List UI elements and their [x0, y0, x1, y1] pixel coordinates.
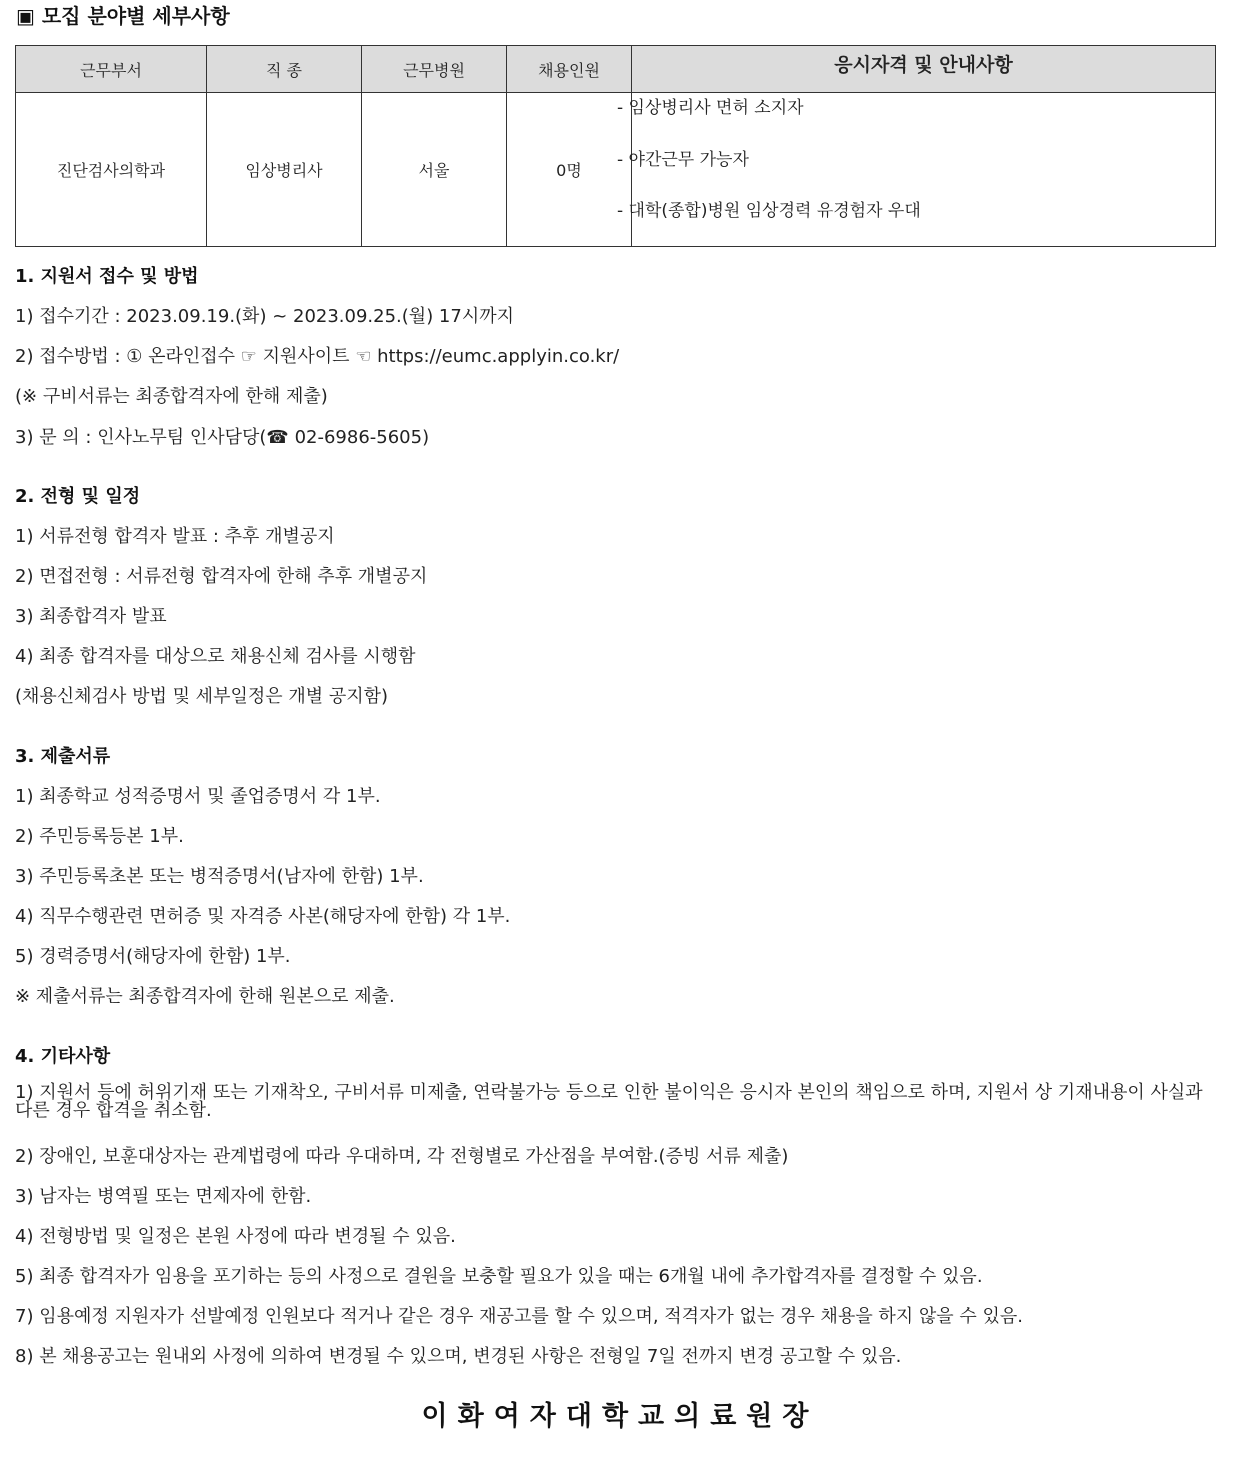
table-row — [16, 93, 1216, 247]
cell-dept: 진단검사의학과 — [16, 93, 207, 247]
list-item: 5) 경력증명서(해당자에 한함) 1부. — [15, 946, 291, 967]
list-item: 5) 최종 합격자가 임용을 포기하는 등의 사정으로 결원을 보충할 필요가 있을 때는 6개월 내에 추가합격자를 결정할 수 있음. — [15, 1266, 983, 1287]
list-item: 1) 접수기간 : 2023.09.19.(화) ~ 2023.09.25.(월) 17시까지 — [15, 306, 515, 327]
issuer-signature: 이화여자대학교의료원장 — [421, 1401, 819, 1432]
header-job: 직 종 — [207, 46, 362, 93]
section-title-application: 1. 지원서 접수 및 방법 — [15, 266, 199, 287]
section-heading: ▣ 모집 분야별 세부사항 — [16, 4, 230, 28]
table-header-row — [16, 46, 1216, 93]
list-item: (※ 구비서류는 최종합격자에 한해 제출) — [15, 386, 328, 407]
list-item: 1) 최종학교 성적증명서 및 졸업증명서 각 1부. — [15, 786, 381, 807]
list-item: 1) 지원서 등에 허위기재 또는 기재착오, 구비서류 미제출, 연락불가능 등으로 인한 불이익은 응시자 본인의 책임으로 하며, 지원서 상 기재내용이 사실과 다른 경우 합격을 취소함. — [15, 1082, 1203, 1121]
requirement-item: - 야간근무 가능자 — [617, 150, 749, 170]
cell-job: 임상병리사 — [207, 93, 362, 247]
cell-hospital: 서울 — [362, 93, 507, 247]
list-item: 3) 문 의 : 인사노무팀 인사담당(☎ 02-6986-5605) — [15, 427, 430, 448]
recruitment-table — [15, 45, 1216, 247]
list-item: 4) 직무수행관련 면허증 및 자격증 사본(해당자에 한함) 각 1부. — [15, 906, 511, 927]
section-title-etc: 4. 기타사항 — [15, 1046, 111, 1067]
list-item: ※ 제출서류는 최종합격자에 한해 원본으로 제출. — [15, 986, 395, 1007]
list-item: 7) 임용예정 지원자가 선발예정 인원보다 적거나 같은 경우 재공고를 할 수 있으며, 적격자가 없는 경우 채용을 하지 않을 수 있음. — [15, 1306, 1024, 1327]
cell-count: 0명 — [507, 93, 632, 247]
list-item: 2) 주민등록등본 1부. — [15, 826, 184, 847]
list-item: (채용신체검사 방법 및 세부일정은 개별 공지함) — [15, 686, 389, 707]
requirement-item: - 대학(종합)병원 임상경력 유경험자 우대 — [617, 201, 921, 221]
section-title-documents: 3. 제출서류 — [15, 746, 111, 767]
list-item: 4) 전형방법 및 일정은 본원 사정에 따라 변경될 수 있음. — [15, 1226, 456, 1247]
header-requirements: 응시자격 및 안내사항 — [632, 46, 1216, 93]
list-item: 3) 주민등록초본 또는 병적증명서(남자에 한함) 1부. — [15, 866, 424, 887]
list-item: 4) 최종 합격자를 대상으로 채용신체 검사를 시행함 — [15, 646, 416, 667]
header-count: 채용인원 — [507, 46, 632, 93]
list-item: 8) 본 채용공고는 원내외 사정에 의하여 변경될 수 있으며, 변경된 사항은 전형일 7일 전까지 변경 공고할 수 있음. — [15, 1346, 902, 1367]
list-item: 3) 남자는 병역필 또는 면제자에 한함. — [15, 1186, 312, 1207]
requirement-item: - 임상병리사 면허 소지자 — [617, 98, 804, 118]
header-hospital: 근무병원 — [362, 46, 507, 93]
list-item: 3) 최종합격자 발표 — [15, 606, 167, 627]
section-title-schedule: 2. 전형 및 일정 — [15, 486, 141, 507]
list-item: 1) 서류전형 합격자 발표 : 추후 개별공지 — [15, 526, 335, 547]
list-item: 2) 면접전형 : 서류전형 합격자에 한해 추후 개별공지 — [15, 566, 428, 587]
header-dept: 근무부서 — [16, 46, 207, 93]
list-item: 2) 장애인, 보훈대상자는 관계법령에 따라 우대하며, 각 전형별로 가산점을 부여함.(증빙 서류 제출) — [15, 1146, 789, 1167]
list-item: 2) 접수방법 : ① 온라인접수 ☞ 지원사이트 ☜ https://eumc.applyin.co.kr/ — [15, 346, 620, 367]
